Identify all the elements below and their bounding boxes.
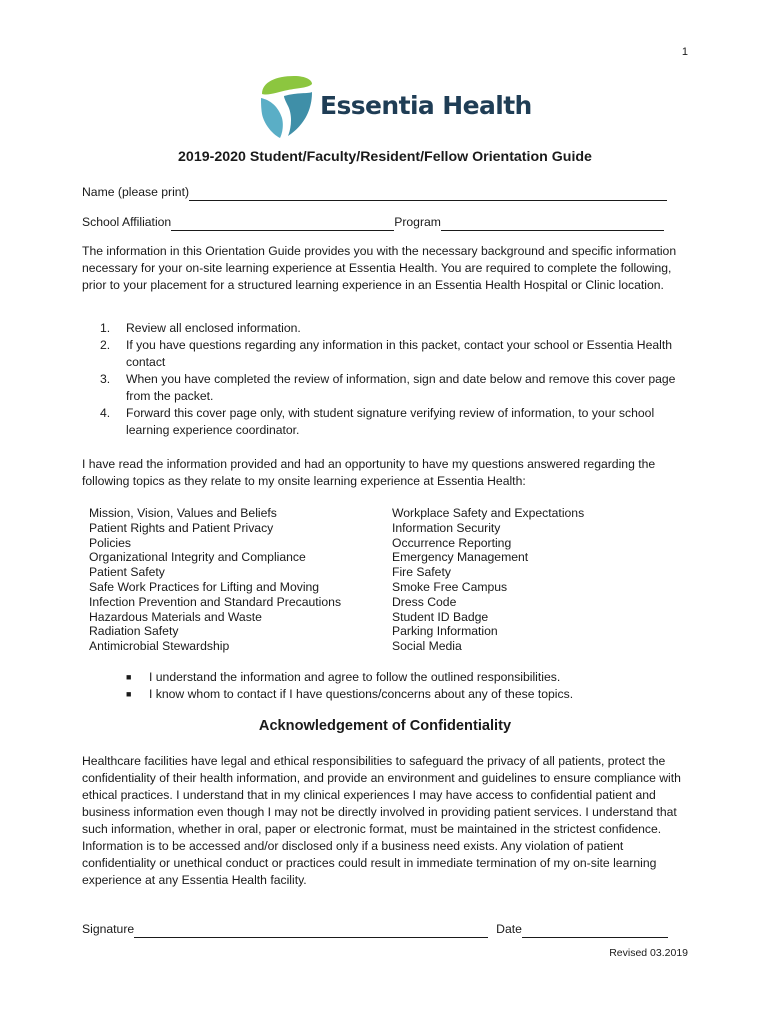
name-label: Name (please print)	[82, 185, 190, 199]
topic-item: Social Media	[392, 639, 462, 654]
step-number: 1.	[100, 321, 111, 335]
revised-note: Revised 03.2019	[609, 947, 688, 959]
step-number: 3.	[100, 372, 111, 386]
topic-item: Antimicrobial Stewardship	[89, 639, 230, 654]
signature-input-line[interactable]	[134, 924, 488, 938]
signature-row	[82, 921, 668, 938]
topic-item: Hazardous Materials and Waste	[89, 609, 262, 624]
topic-item: Mission, Vision, Values and Beliefs	[89, 506, 277, 520]
name-field-row	[82, 184, 667, 201]
bullet-item	[126, 669, 646, 686]
square-bullet-icon: ■	[126, 672, 132, 682]
topic-item: Dress Code	[392, 594, 457, 609]
step-item	[100, 320, 680, 337]
bullet-text: I know whom to contact if I have questions/concerns about any of these topics.	[149, 687, 574, 701]
topic-item: Policies	[89, 535, 131, 550]
step-text: Forward this cover page only, with student signature verifying review of information, to your school learning experience coordinator.	[126, 406, 655, 437]
step-number: 2.	[100, 338, 111, 352]
topics-right-column	[392, 506, 682, 654]
bullet-item	[126, 686, 646, 703]
topic-item: Smoke Free Campus	[392, 579, 508, 594]
topic-item: Organizational Integrity and Compliance	[89, 550, 306, 565]
logo	[258, 74, 532, 140]
topic-item: Emergency Management	[392, 550, 529, 565]
school-affiliation-label: School Affiliation	[82, 215, 172, 229]
intro-paragraph: The information in this Orientation Guide provides you with the necessary background and specific information necessary for your on-site learning experience at Essentia Health. You are required to complete the following, prior to your placement for a structured learning experience in an Essentia Health Hospital or Clinic location.	[82, 244, 677, 292]
bullet-text: I understand the information and agree to follow the outlined responsibilities.	[149, 670, 561, 684]
step-item	[100, 337, 680, 371]
topic-item: Student ID Badge	[392, 609, 489, 624]
signature-label: Signature	[82, 922, 135, 936]
topic-item: Parking Information	[392, 624, 498, 639]
step-text: Review all enclosed information.	[126, 321, 301, 335]
essentia-leaf-icon	[258, 74, 314, 140]
steps-list	[100, 320, 680, 439]
step-text: When you have completed the review of information, sign and date below and remove this cover page from the packet.	[126, 372, 676, 403]
read-paragraph: I have read the information provided and had an opportunity to have my questions answered regarding the following topics as they relate to my onsite learning experience at Essentia Health:	[82, 457, 656, 488]
square-bullet-icon: ■	[126, 689, 132, 699]
step-number: 4.	[100, 406, 111, 420]
topic-item: Information Security	[392, 520, 501, 535]
confidentiality-paragraph: Healthcare facilities have legal and ethical responsibilities to safeguard the privacy of all patients, protect the confidentiality of their health information, and provide an environment and guidelines to ensure compliance with ethical practices. I understand that in my clinical experiences I may have access to confidential patient and business information even though I may not be directly involved in providing patient services. I understand that such information, whether in oral, paper or electronic format, must be maintained in the strictest confidence. Information is to be accessed and/or disclosed only if a business need exists. Any violation of patient confidentiality or unethical conduct or practices could result in immediate termination of my on-site learning experience at any Essentia Health facility.	[82, 754, 681, 887]
step-text: If you have questions regarding any information in this packet, contact your school or Essentia Health contact	[126, 338, 673, 369]
topics-left-column	[89, 506, 379, 654]
program-input-line[interactable]	[441, 217, 664, 231]
page-title: 2019-2020 Student/Faculty/Resident/Fellow Orientation Guide	[178, 149, 592, 165]
topic-item: Workplace Safety and Expectations	[392, 506, 585, 520]
logo-text: Essentia Health	[320, 91, 532, 120]
confidentiality-title: Acknowledgement of Confidentiality	[258, 718, 512, 734]
program-label: Program	[394, 215, 441, 229]
date-input-line[interactable]	[522, 924, 668, 938]
topic-item: Patient Safety	[89, 565, 165, 580]
acknowledgement-bullets	[126, 669, 646, 703]
page-number: 1	[681, 46, 688, 58]
school-field-row	[82, 214, 664, 231]
school-affiliation-input-line[interactable]	[171, 217, 394, 231]
step-item	[100, 371, 680, 405]
topic-item: Fire Safety	[392, 565, 451, 580]
topic-item: Patient Rights and Patient Privacy	[89, 520, 274, 535]
date-label: Date	[496, 922, 522, 936]
topic-item: Occurrence Reporting	[392, 535, 512, 550]
step-item	[100, 405, 680, 439]
topic-item: Radiation Safety	[89, 624, 179, 639]
name-input-line[interactable]	[189, 187, 667, 201]
topic-item: Safe Work Practices for Lifting and Moving	[89, 579, 320, 594]
topic-item: Infection Prevention and Standard Precautions	[89, 594, 342, 609]
